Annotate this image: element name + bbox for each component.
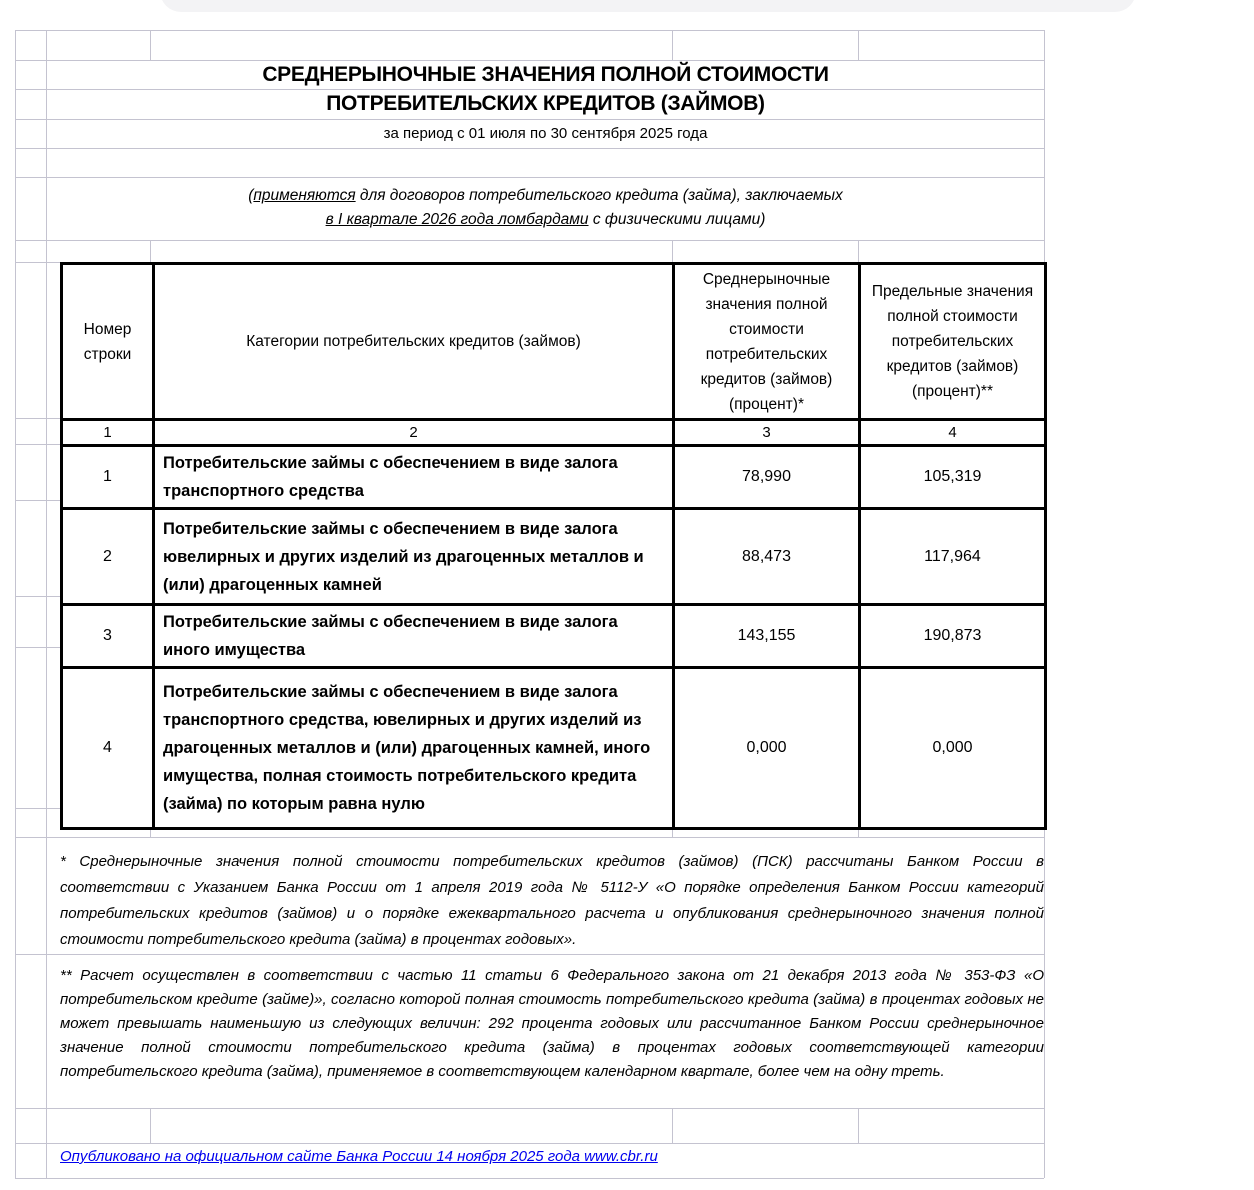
table-row <box>62 509 1046 605</box>
header-max-values: Предельные значения полной стоимости потребительских кредитов (займов) (процент)** <box>860 264 1046 420</box>
footnote-star: * Среднерыночные значения полной стоимости потребительских кредитов (займов) (ПСК) рассчитаны Банком России в соответствии с Указанием Банка России от 1 апреля 2019 года № 5112-У «О порядке определения Банком России категорий потребительских кредитов (займов) и о порядке ежеквартального расчета и опубликования среднерыночного значения полной стоимости потребительского кредита (займа) в процентах годовых». <box>60 853 1044 948</box>
grid-vline <box>672 1108 673 1143</box>
header-categories: Категории потребительских кредитов (займов) <box>154 264 674 420</box>
header-avg-values: Среднерыночные значения полной стоимости потребительских кредитов (займов) (процент)* <box>674 264 860 420</box>
max-value-cell: 190,873 <box>860 605 1046 668</box>
psk-values-table <box>60 262 1047 830</box>
grid-hline <box>15 148 1044 149</box>
category-cell: Потребительские займы с обеспечением в виде залога иного имущества <box>154 605 674 668</box>
category-cell: Потребительские займы с обеспечением в виде залога транспортного средства, ювелирных и других изделий из драгоценных металлов и (или) драгоценных камней, иного имущества, полная стоимость потребительского кредита (займа) по которым равна нулю <box>154 668 674 829</box>
avg-value-cell: 78,990 <box>674 446 860 509</box>
note-line2-rest: с физическими лицами) <box>588 211 766 228</box>
sheet-bottom-edge <box>160 0 1136 12</box>
row-number-cell: 2 <box>62 509 154 605</box>
row-number-cell: 4 <box>62 668 154 829</box>
period-subtitle: за период с 01 июля по 30 сентября 2025 года <box>383 125 708 142</box>
applicability-note-line2 <box>47 208 1044 232</box>
note-underlined-quarter: в I квартале 2026 года ломбардами <box>325 211 589 228</box>
col-number-3: 3 <box>674 420 860 446</box>
category-cell: Потребительские займы с обеспечением в виде залога ювелирных и других изделий из драгоценных металлов и (или) драгоценных камней <box>154 509 674 605</box>
row-number-cell: 3 <box>62 605 154 668</box>
grid-vline <box>150 1108 151 1143</box>
table-row <box>62 668 1046 829</box>
col-number-2: 2 <box>154 420 674 446</box>
table-row <box>62 605 1046 668</box>
applicability-note-line1 <box>47 184 1044 208</box>
max-value-cell: 105,319 <box>860 446 1046 509</box>
table-row <box>62 446 1046 509</box>
col-number-4: 4 <box>860 420 1046 446</box>
grid-vline <box>858 30 859 60</box>
row-number-cell: 1 <box>62 446 154 509</box>
grid-hline <box>15 1143 1044 1144</box>
applicability-note <box>47 177 1044 247</box>
category-cell: Потребительские займы с обеспечением в виде залога транспортного средства <box>154 446 674 509</box>
header-row-number: Номер строки <box>62 264 154 420</box>
note-underlined-term: применяются <box>253 187 356 204</box>
table-header-row <box>62 264 1046 420</box>
document-title-line1: СРЕДНЕРЫНОЧНЫЕ ЗНАЧЕНИЯ ПОЛНОЙ СТОИМОСТИ <box>262 63 829 86</box>
grid-vline <box>150 30 151 60</box>
max-value-cell: 117,964 <box>860 509 1046 605</box>
avg-value-cell: 0,000 <box>674 668 860 829</box>
avg-value-cell: 88,473 <box>674 509 860 605</box>
grid-hline <box>15 1108 1044 1109</box>
note-line1-rest: для договоров потребительского кредита (займа), заключаемых <box>355 187 843 204</box>
document-title-line2: ПОТРЕБИТЕЛЬСКИХ КРЕДИТОВ (ЗАЙМОВ) <box>326 92 765 115</box>
note-open-paren: ( <box>248 187 254 204</box>
footnote-double-star: ** Расчет осуществлен в соответствии с частью 11 статьи 6 Федерального закона от 21 декабря 2013 года № 353-ФЗ «О потребительском кредите (займе)», согласно которой полная стоимость потребительского кредита (займа) в процентах годовых не может превышать наименьшую из следующих величин: 292 процента годовых или рассчитанное Банком России среднерыночное значение полной стоимости потребительского кредита (займа) в процентах годовых соответствующей категории потребительского кредита (займа), применяемое в соответствующем календарном квартале, более чем на одну треть. <box>60 967 1044 1080</box>
grid-hline <box>15 30 1044 31</box>
avg-value-cell: 143,155 <box>674 605 860 668</box>
grid-hline <box>15 1178 1044 1179</box>
grid-vline <box>672 30 673 60</box>
cbr-publication-link[interactable]: Опубликовано на официальном сайте Банка России 14 ноября 2025 года www.cbr.ru <box>60 1148 658 1165</box>
max-value-cell: 0,000 <box>860 668 1046 829</box>
published-line <box>60 1148 658 1165</box>
col-number-1: 1 <box>62 420 154 446</box>
column-numbering-row <box>62 420 1046 446</box>
grid-vline <box>15 30 16 1178</box>
grid-vline <box>858 1108 859 1143</box>
